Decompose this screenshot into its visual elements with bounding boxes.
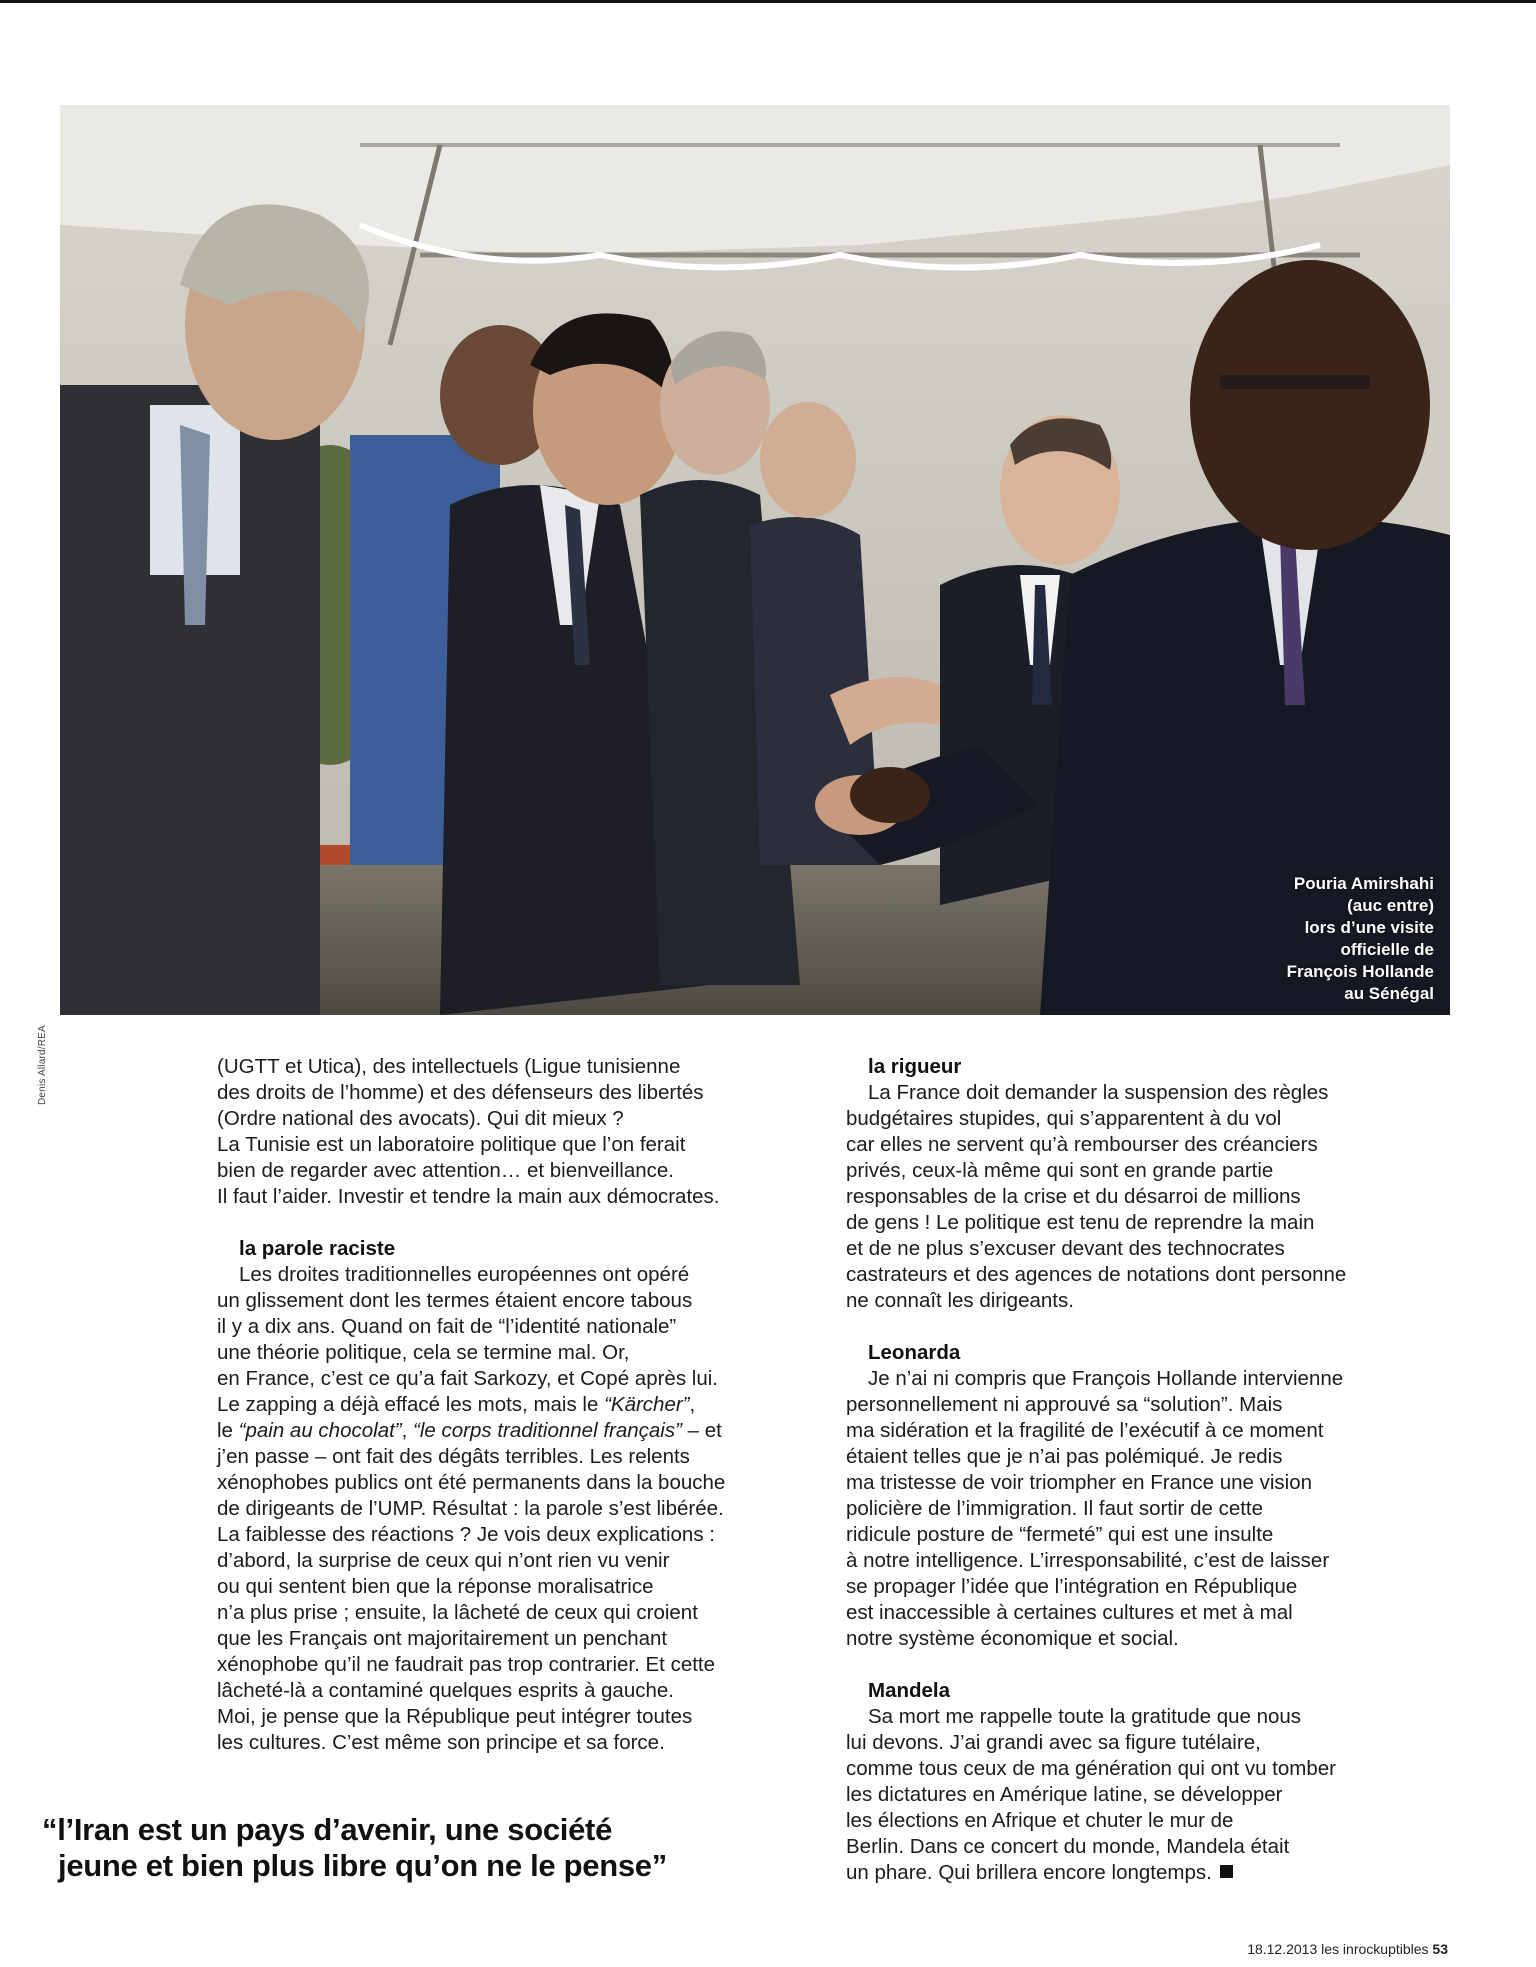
quote-corps: “le corps traditionnel français” [413, 1419, 682, 1442]
caption-line: (auc entre) [1347, 896, 1434, 915]
page-number: 53 [1432, 1941, 1448, 1957]
text-line [217, 1392, 829, 1418]
section-paragraph [846, 1080, 1446, 1314]
text-line: les dictatures en Amérique latine, se développer [846, 1783, 1283, 1806]
pull-quote-line: jeune et bien plus libre qu’on ne le pense” [58, 1848, 667, 1883]
text-line: j’en passe – ont fait des dégâts terribles. Les relents [217, 1445, 690, 1468]
quote-pain: “pain au chocolat” [238, 1419, 402, 1442]
page-footer [1247, 1941, 1448, 1957]
text-line: bien de regarder avec attention… et bienveillance. [217, 1159, 674, 1182]
text-line: xénophobes publics ont été permanents dans la bouche [217, 1471, 726, 1494]
text-line: responsables de la crise et du désarroi de millions [846, 1185, 1301, 1208]
text-line: Les droites traditionnelles européennes ont opéré [239, 1263, 690, 1286]
text-line: est inaccessible à certaines cultures et met à mal [846, 1601, 1293, 1624]
text-line: (UGTT et Utica), des intellectuels (Ligue tunisienne [217, 1055, 681, 1078]
pull-quote [42, 1812, 772, 1884]
text-line: notre système économique et social. [846, 1627, 1179, 1650]
section-heading: Mandela [868, 1679, 951, 1702]
intro-paragraph [217, 1054, 829, 1210]
text-line: et de ne plus s’excuser devant des technocrates [846, 1237, 1285, 1260]
text-line: Je n’ai ni compris que François Hollande intervienne [868, 1367, 1344, 1390]
top-rule [0, 0, 1536, 3]
caption-line: lors d’une visite [1304, 918, 1434, 937]
section-heading: la rigueur [868, 1055, 962, 1078]
text-line: Sa mort me rappelle toute la gratitude que nous [868, 1705, 1302, 1728]
text-line: castrateurs et des agences de notations dont personne [846, 1263, 1347, 1286]
photo-caption [1204, 873, 1434, 1005]
footer-date-magazine: 18.12.2013 les inrockuptibles [1247, 1941, 1429, 1957]
text-line: étaient telles que je n’ai pas polémiqué. Je redis [846, 1445, 1283, 1468]
text-line: (Ordre national des avocats). Qui dit mieux ? [217, 1107, 624, 1130]
section-paragraph [846, 1366, 1446, 1652]
text-line: les cultures. C’est même son principe et sa force. [217, 1731, 665, 1754]
text-line: La Tunisie est un laboratoire politique que l’on ferait [217, 1133, 686, 1156]
text-fragment: , [689, 1393, 696, 1416]
caption-line: au Sénégal [1344, 984, 1434, 1003]
text-line: car elles ne servent qu’à rembourser des créanciers [846, 1133, 1318, 1156]
right-column [846, 1054, 1446, 1886]
text-line: ma tristesse de voir triompher en France une vision [846, 1471, 1313, 1494]
text-line: une théorie politique, cela se termine mal. Or, [217, 1341, 630, 1364]
text-line: en France, c’est ce qu’a fait Sarkozy, et Copé après lui. [217, 1367, 718, 1390]
section-heading: Leonarda [868, 1341, 961, 1364]
quote-karcher: “Kärcher” [604, 1393, 690, 1416]
text-fragment: – et [681, 1419, 722, 1442]
text-line: ridicule posture de “fermeté” qui est une insulte [846, 1523, 1274, 1546]
text-line: La faiblesse des réactions ? Je vois deux explications : [217, 1523, 715, 1546]
section-paragraph [217, 1262, 829, 1756]
text-line: se propager l’idée que l’intégration en République [846, 1575, 1298, 1598]
pull-quote-line: “l’Iran est un pays d’avenir, une société [42, 1812, 613, 1847]
text-line: de dirigeants de l’UMP. Résultat : la parole s’est libérée. [217, 1497, 724, 1520]
text-line: des droits de l’homme) et des défenseurs des libertés [217, 1081, 704, 1104]
text-line: budgétaires stupides, qui s’apparentent à du vol [846, 1107, 1282, 1130]
text-line [217, 1418, 829, 1444]
caption-line: Pouria Amirshahi [1293, 874, 1434, 893]
section-paragraph [846, 1704, 1446, 1886]
text-line: xénophobe qu’il ne faudrait pas trop contrarier. Et cette [217, 1653, 716, 1676]
text-fragment: un phare. Qui brillera encore longtemps. [846, 1861, 1212, 1884]
text-line: lui devons. J’ai grandi avec sa figure tutélaire, [846, 1731, 1261, 1754]
text-line: policière de l’immigration. Il faut sortir de cette [846, 1497, 1264, 1520]
caption-line: officielle de [1340, 940, 1434, 959]
text-line: Berlin. Dans ce concert du monde, Mandela était [846, 1835, 1290, 1858]
text-line: que les Français ont majoritairement un penchant [217, 1627, 668, 1650]
text-line: il y a dix ans. Quand on fait de “l’identité nationale” [217, 1315, 677, 1338]
text-fragment: le [217, 1419, 239, 1442]
text-line: Il faut l’aider. Investir et tendre la main aux démocrates. [217, 1185, 720, 1208]
text-line: d’abord, la surprise de ceux qui n’ont rien vu venir [217, 1549, 670, 1572]
section-heading: la parole raciste [239, 1237, 396, 1260]
text-line: lâcheté-là a contaminé quelques esprits à gauche. [217, 1679, 674, 1702]
text-line: Moi, je pense que la République peut intégrer toutes [217, 1705, 693, 1728]
end-of-article-mark [1220, 1865, 1233, 1878]
text-line: privés, ceux-là même qui sont en grande partie [846, 1159, 1274, 1182]
text-line [846, 1860, 1446, 1886]
text-fragment: Le zapping a déjà effacé les mots, mais le [217, 1393, 605, 1416]
text-line: n’a plus prise ; ensuite, la lâcheté de ceux qui croient [217, 1601, 698, 1624]
text-line: personnellement ni approuvé sa “solution”. Mais [846, 1393, 1283, 1416]
text-line: ma sidération et la fragilité de l’exécutif à ce moment [846, 1419, 1324, 1442]
text-line: à notre intelligence. L’irresponsabilité, c’est de laisser [846, 1549, 1330, 1572]
text-fragment: , [401, 1419, 414, 1442]
photo-credit-text: Denis Allard/REA [37, 1025, 48, 1105]
article-photo [60, 105, 1450, 1015]
text-line: ou qui sentent bien que la réponse moralisatrice [217, 1575, 654, 1598]
text-line: comme tous ceux de ma génération qui ont vu tomber [846, 1757, 1336, 1780]
text-line: un glissement dont les termes étaient encore tabous [217, 1289, 693, 1312]
caption-line: François Hollande [1286, 962, 1434, 981]
text-line: La France doit demander la suspension des règles [868, 1081, 1329, 1104]
text-line: ne connaît les dirigeants. [846, 1289, 1074, 1312]
text-line: de gens ! Le politique est tenu de reprendre la main [846, 1211, 1315, 1234]
left-column [217, 1054, 829, 1756]
photo-credit [36, 1015, 50, 1105]
text-line: les élections en Afrique et chuter le mur de [846, 1809, 1234, 1832]
